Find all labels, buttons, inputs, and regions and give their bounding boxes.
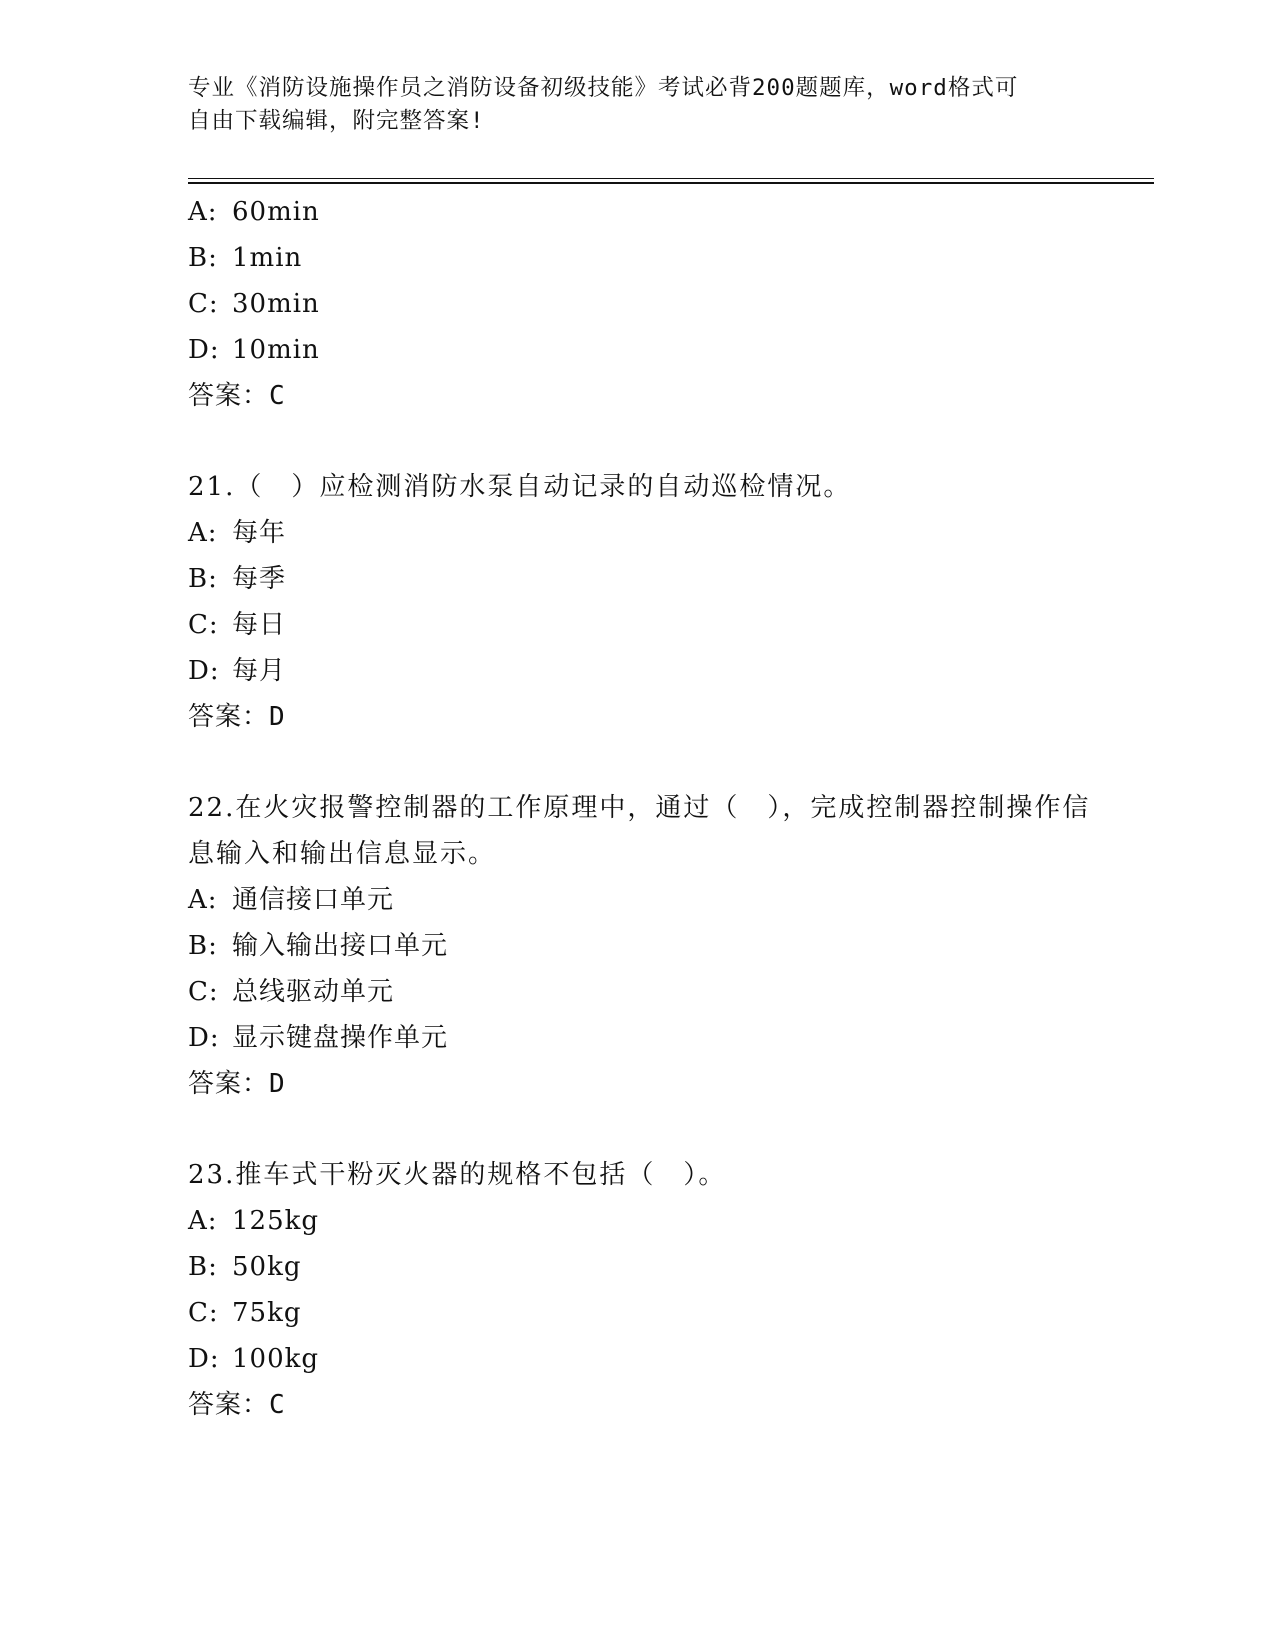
option-letter: D:	[188, 656, 220, 686]
option-text: 每年	[232, 518, 287, 548]
option-d	[188, 327, 1118, 373]
option-text: 每月	[232, 656, 287, 686]
option-b	[188, 923, 1118, 969]
option-d	[188, 648, 1118, 694]
header-divider-thin	[188, 178, 1154, 179]
option-letter: B:	[188, 931, 218, 961]
option-letter: A:	[188, 518, 218, 548]
header-divider-thick	[188, 182, 1154, 184]
option-text: 每季	[232, 564, 287, 594]
option-text: 75kg	[232, 1298, 302, 1328]
option-text: 10min	[232, 335, 320, 365]
option-c	[188, 281, 1118, 327]
option-letter: D:	[188, 1344, 220, 1374]
option-text: 输入输出接口单元	[232, 931, 449, 961]
option-text: 60min	[232, 197, 320, 227]
option-text: 总线驱动单元	[232, 977, 395, 1007]
option-letter: C:	[188, 977, 219, 1007]
header-line-1: 专业《消防设施操作员之消防设备初级技能》考试必背200题题库，word格式可	[188, 75, 1019, 101]
option-text: 100kg	[232, 1344, 320, 1374]
option-text: 1min	[232, 243, 303, 273]
option-letter: B:	[188, 564, 218, 594]
option-d	[188, 1015, 1118, 1061]
option-a	[188, 189, 1118, 235]
option-letter: C:	[188, 1298, 219, 1328]
option-letter: D:	[188, 335, 220, 365]
question-text: 23.推车式干粉灭火器的规格不包括（ ）。	[188, 1160, 727, 1190]
option-b	[188, 1244, 1118, 1290]
block-spacer	[188, 1107, 1118, 1152]
option-c	[188, 602, 1118, 648]
option-letter: A:	[188, 885, 218, 915]
question-list	[188, 189, 1118, 1428]
question-text: 22.在火灾报警控制器的工作原理中，通过（ ），完成控制器控制操作信息输入和输出信息显示。	[188, 793, 1091, 869]
header-line-2: 自由下载编辑，附完整答案!	[188, 108, 485, 134]
option-b	[188, 235, 1118, 281]
option-letter: D:	[188, 1023, 220, 1053]
block-spacer	[188, 419, 1118, 464]
question-text: 21.（ ）应检测消防水泵自动记录的自动巡检情况。	[188, 472, 852, 502]
option-letter: B:	[188, 1252, 218, 1282]
option-c	[188, 969, 1118, 1015]
option-letter: C:	[188, 289, 219, 319]
option-d	[188, 1336, 1118, 1382]
question-block-23	[188, 1152, 1118, 1428]
option-letter: A:	[188, 197, 218, 227]
option-text: 50kg	[232, 1252, 302, 1282]
question-block-21	[188, 464, 1118, 740]
document-header	[188, 72, 1068, 138]
answer-line: 答案：C	[188, 381, 286, 411]
option-text: 每日	[232, 610, 287, 640]
question-block-22	[188, 785, 1118, 1107]
option-a	[188, 1198, 1118, 1244]
option-text: 125kg	[232, 1206, 320, 1236]
option-letter: B:	[188, 243, 218, 273]
answer-line: 答案：D	[188, 1069, 286, 1099]
option-c	[188, 1290, 1118, 1336]
option-text: 30min	[232, 289, 320, 319]
option-text: 通信接口单元	[232, 885, 395, 915]
question-block-20	[188, 189, 1118, 419]
answer-line: 答案：D	[188, 702, 286, 732]
option-text: 显示键盘操作单元	[232, 1023, 449, 1053]
option-a	[188, 510, 1118, 556]
option-letter: C:	[188, 610, 219, 640]
option-b	[188, 556, 1118, 602]
option-a	[188, 877, 1118, 923]
block-spacer	[188, 740, 1118, 785]
answer-line: 答案：C	[188, 1390, 286, 1420]
option-letter: A:	[188, 1206, 218, 1236]
